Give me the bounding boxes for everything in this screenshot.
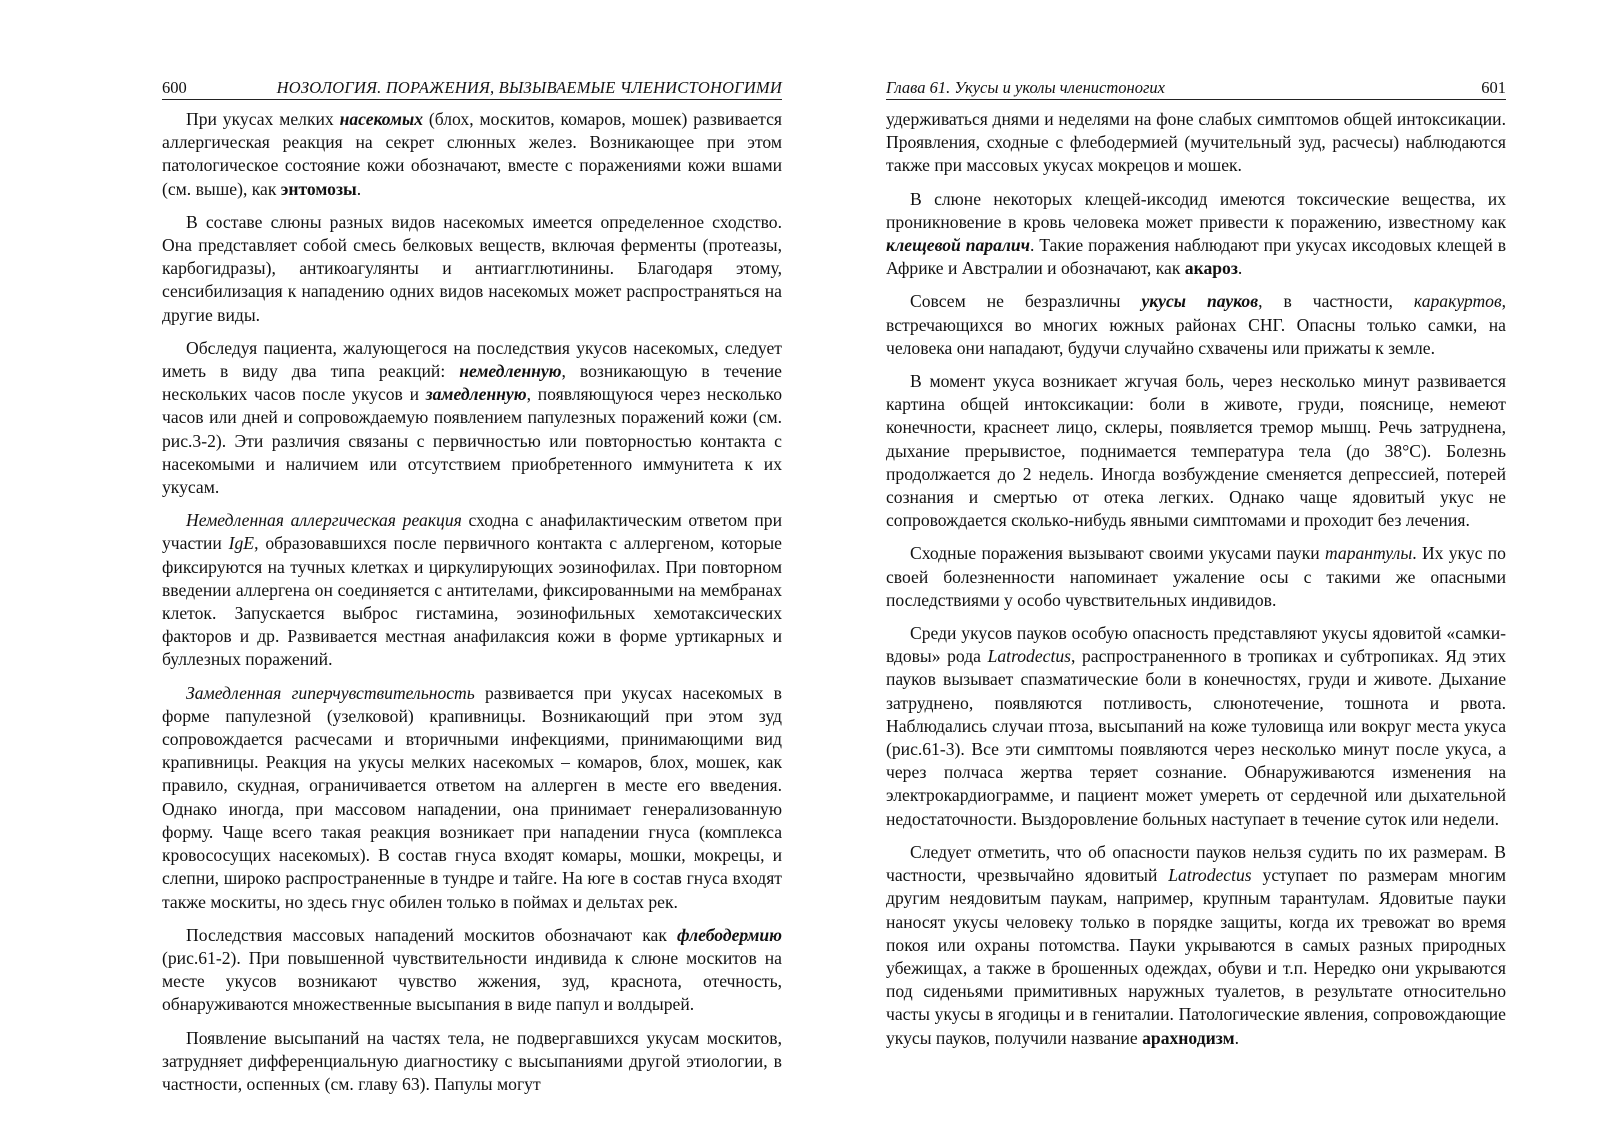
running-header (162, 78, 782, 100)
emphasized-text: тарантулы (1325, 543, 1413, 564)
emphasized-text: каракуртов (1413, 291, 1502, 312)
paragraph (162, 682, 782, 914)
emphasized-text: укусы пауков (1141, 291, 1259, 312)
text-run: Последствия массовых нападений москитов обозначают как (186, 924, 677, 945)
paragraph (162, 924, 782, 1017)
text-run: Обследуя пациента, жалующегося на последствия укусов насекомых, следует иметь в виду два типа реакций: (162, 337, 782, 382)
paragraph (886, 290, 1506, 360)
text-run: , встречающихся во многих южных районах СНГ. Опасны только самки, на человека они нападают, будучи случайно схвачены или прижаты к земле. (886, 291, 1507, 358)
text-run: В слюне некоторых клещей-иксодид имеются токсические вещества, их проникновение в кровь человека может привести к поражению, известному как (886, 188, 1506, 232)
text-run: Следует отметить, что об опасности пауков нельзя судить по их размерам. В частности, чрезвычайно ядовитый (886, 841, 1506, 886)
page-number: 600 (162, 78, 187, 97)
emphasized-text: Замедленная гиперчувствительность (186, 682, 475, 703)
text-run: (рис.61-2). При повышенной чувствительности индивида к слюне москитов на месте укусов возникают чувство жжения, зуд, краснота, отечность, обнаруживаются множественные высыпания в виде папул и волдырей. (162, 947, 782, 1015)
text-run: (блох, москитов, комаров, мошек) развивается аллергическая реакция на секрет слюнных желез. Возникающее при этом патологическое состояние кожи обозначают, вместе с поражениями кожи вшами (см. выше), как (162, 109, 782, 199)
emphasized-text: энтомозы (280, 178, 357, 199)
text-run: В составе слюны разных видов насекомых имеется определенное сходство. Она представляет собой смесь белковых веществ, включая ферменты (протеазы, карбогидразы), антикоагулянты и антиагглютинины. Благодаря этому, сенсибилизация к нападению одних видов насекомых может распространяться на другие виды. (162, 211, 782, 325)
text-run: уступает по размерам многим другим неядовитым паукам, например, крупным тарантулам. Ядовитые пауки наносят укусы человеку только в порядке защиты, когда их тревожат во время покоя или охраны потомства. Пауки укрываются в самых разных природных убежищах, а также в брошенных одеждах, обуви и т.п. Нередко они укрываются под сиденьями примитивных наружных туалетов, в результате относительно часты укусы в ягодицы и в гениталии. Патологические явления, сопровождающие укусы пауков, получили название (886, 865, 1506, 1048)
paragraph (162, 108, 782, 201)
text-run: . (1237, 258, 1243, 279)
page-number: 601 (1481, 78, 1506, 97)
emphasized-text: насекомых (339, 109, 423, 129)
text-run: , в частности, (1258, 291, 1414, 312)
text-run: , распространенного в тропиках и субтропиках. Яд этих пауков вызывает спазматические боли в конечностях, груди и животе. Дыхание затруднено, появляются потливость, слюнотечение, тошнота и рвота. Наблюдались случаи птоза, высыпаний на коже туловища или вокруг места укуса (рис.61-3). Все эти симптомы появляются через несколько минут после укуса, а через полчаса жертва теряет сознание. Обнаруживаются изменения на электрокардиограмме, и пациент может умереть от сердечной или дыхательной недостаточности. Выздоровление больных наступает в течение суток или недели. (886, 646, 1506, 829)
text-run: , образовавшихся после первичного контакта с аллергеном, которые фиксируются на тучных клетках и циркулирующих эозинофилах. При повторном введении аллергена он соединяется с антителами, фиксированными на мембранах клеток. Запускается выброс гистамина, эозинофильных хемотаксических факторов и др. Развивается местная анафилаксия кожи в форме уртикарных и буллезных поражений. (162, 533, 782, 670)
running-title: НОЗОЛОГИЯ. ПОРАЖЕНИЯ, ВЫЗЫВАЕМЫЕ ЧЛЕНИСТОНОГИМИ (276, 78, 782, 97)
text-run: При укусах мелких (186, 109, 340, 129)
emphasized-text: замедленную (425, 384, 527, 405)
paragraph (162, 211, 782, 327)
text-run: сходна с анафилактическим ответом при участии (162, 510, 782, 554)
text-run: удерживаться днями и неделями на фоне слабых симптомов общей интоксикации. Проявления, сходные с флебодермией (мучительный зуд, расчесы) наблюдаются также при массовых укусах мокрецов и мошек. (886, 109, 1506, 176)
paragraph (886, 542, 1506, 612)
paragraph (886, 841, 1506, 1050)
emphasized-text: немедленную (459, 361, 562, 382)
emphasized-text: клещевой паралич (886, 235, 1030, 256)
text-run: , возникающую в течение нескольких часов после укусов и (162, 361, 782, 405)
text-run: . Такие поражения наблюдают при укусах иксодовых клещей в Африке и Австралии и обозначают, как (886, 235, 1506, 279)
text-run: . (356, 178, 362, 199)
paragraph (162, 1027, 782, 1097)
right-page (886, 78, 1506, 1060)
emphasized-text: акароз (1184, 258, 1238, 279)
text-run: . Их укус по своей болезненности напоминает ужаление осы с такими же опасными последствиями у особо чувствительных индивидов. (886, 543, 1506, 610)
emphasized-text: Latrodectus (987, 646, 1072, 667)
page-body (162, 108, 782, 1096)
emphasized-text: арахнодизм (1142, 1027, 1235, 1048)
emphasized-text: Немедленная аллергическая реакция (186, 510, 462, 531)
emphasized-text: Latrodectus (1168, 865, 1252, 886)
page-body (886, 108, 1506, 1050)
paragraph (886, 622, 1506, 831)
text-run: Среди укусов пауков особую опасность представляют укусы ядовитой «самки-вдовы» рода (886, 623, 1506, 667)
paragraph (886, 108, 1506, 178)
text-run: развивается при укусах насекомых в форме папулезной (узелковой) крапивницы. Возникающий при этом зуд сопровождается расчесами и вторичными инфекциями, принимающими вид крапивницы. Реакция на укусы мелких насекомых – комаров, блох, мошек, как правило, скудная, ограничивается ответом на аллерген в месте его введения. Однако иногда, при массовом нападении, она принимает генерализованную форму. Чаще всего такая реакция возникает при нападении гнуса (комплекса кровососущих насекомых). В состав гнуса входят комары, мошки, мокрецы, и слепни, широко распространенные в тундре и тайге. На юге в состав гнуса входят также москиты, но здесь гнус обилен только в поймах и дельтах рек. (162, 682, 782, 912)
paragraph (162, 337, 782, 499)
paragraph (886, 188, 1506, 281)
text-run: , появляющуюся через несколько часов или дней и сопровождаемую появлением папулезных поражений кожи (см. рис.3-2). Эти различия связаны с первичностью или повторностью контакта с насекомыми и наличием или отсутствием приобретенного иммунитета к их укусам. (162, 384, 783, 498)
running-title: Глава 61. Укусы и уколы членистоногих (886, 78, 1165, 97)
running-header (886, 78, 1506, 100)
text-run: Сходные поражения вызывают своими укусами пауки (910, 543, 1325, 564)
text-run: . (1234, 1027, 1239, 1048)
emphasized-text: IgE (228, 533, 255, 554)
text-run: Совсем не безразличны (910, 291, 1142, 312)
left-page (162, 78, 782, 1106)
paragraph (886, 370, 1506, 532)
paragraph (162, 509, 782, 671)
text-run: Появление высыпаний на частях тела, не подвергавшихся укусам москитов, затрудняет дифференциальную диагностику с высыпаниями другой этиологии, в частности, оспенных (см. главу 63). Папулы могут (162, 1027, 782, 1094)
text-run: В момент укуса возникает жгучая боль, через несколько минут развивается картина общей интоксикации: боли в животе, груди, пояснице, немеют конечности, краснеет лицо, склеры, появляется тремор мышц. Речь затруднена, дыхание прерывистое, поднимается температура тела (до 38°С). Болезнь продолжается до 2 недель. Иногда возбуждение сменяется депрессией, потерей сознания и смертью от отека легких. Однако чаще ядовитый укус не сопровождается сколько-нибудь явными симптомами и проходит без лечения. (886, 371, 1506, 531)
emphasized-text: флебодермию (676, 924, 782, 945)
